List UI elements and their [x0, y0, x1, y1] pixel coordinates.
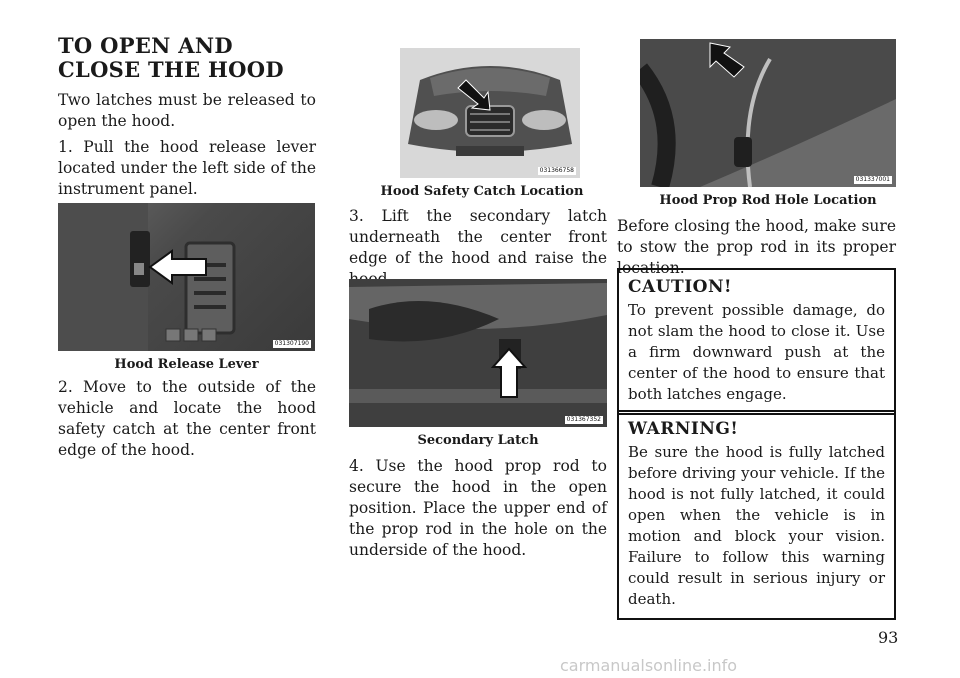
closing-text: Before closing the hood, make sure to stow the prop rod in its proper location. [617, 217, 896, 277]
warning-box [617, 410, 896, 620]
hood-release-lever-image [58, 203, 315, 351]
figure-caption: Hood Prop Rod Hole Location [659, 193, 877, 208]
figure-code: 031337001 [855, 176, 890, 183]
page-number: 93 [878, 628, 899, 647]
footer-watermark[interactable]: carmanualsonline.info [560, 656, 738, 675]
hood-release-lever-illustration [58, 203, 315, 351]
step-3-text: 3. Lift the secondary latch underneath the center front edge of the hood and raise the [349, 207, 607, 267]
warning-title: WARNING! [628, 419, 739, 439]
step-4-text: 4. Use the hood prop rod to secure the hood in the open position. Place the upper end of the prop rod in the hole on the underside of the hood. [349, 457, 607, 559]
prop-rod-illustration [640, 39, 896, 187]
caution-box [617, 268, 896, 415]
secondary-latch-illustration [349, 279, 607, 427]
figure-caption: Hood Safety Catch Location [380, 184, 584, 199]
step-2-text: 2. Move to the outside of the vehicle and locate the hood safety catch at the center front edge of the hood. [58, 378, 316, 459]
figure-code: 031367352 [566, 416, 601, 423]
car-front-illustration [400, 48, 580, 178]
hood-prop-rod-image [640, 39, 896, 187]
step-1-text: 1. Pull the hood release lever located under the left side of the instrument panel. [58, 138, 316, 198]
figure-code: 031307190 [274, 340, 309, 347]
figure-code: 031366758 [539, 167, 574, 174]
figure-caption: Secondary Latch [417, 433, 539, 448]
intro-text: Two latches must be released to open the hood. [58, 91, 316, 130]
secondary-latch-image [349, 279, 607, 427]
section-heading: TO OPEN AND CLOSE THE HOOD [58, 33, 284, 82]
hood-safety-catch-image [400, 48, 580, 178]
caution-title: CAUTION! [628, 277, 732, 297]
caution-text: To prevent possible damage, do not slam the hood to close it. Use a firm downward push at the center of the hood to ensure that both latches engage. [628, 301, 885, 403]
figure-caption: Hood Release Lever [114, 357, 259, 372]
warning-text: Be sure the hood is fully latched before driving your vehicle. If the hood is not fully latched, it could open when the vehicle is in motion and block your vision. Failure to follow this warning could result in serious injury or death. [628, 443, 885, 608]
